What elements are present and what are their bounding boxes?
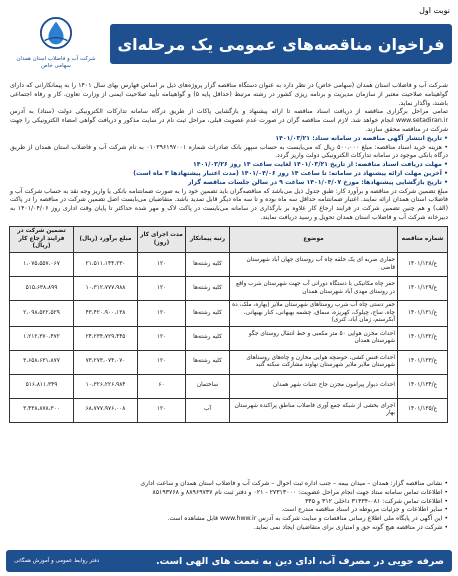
table-cell: ۱۲۰: [138, 350, 186, 374]
intro-bullet-submission-deadline: • آخرین مهلت ارائه پیشنهاد در سامانه: تا ساعت ۱۴ روز ۱۴۰۱/۰۴/۰۶ (مدت اعتبار پیشنهادها ۳ ماه است): [133, 169, 448, 177]
table-cell: احداث فنس کشی، حوضچه هوایی مخازن و چاه‌های روستاهای شهرستان ملایر ملایر شهرستان نهاوند مشارکت سکنه گنبد: [230, 350, 398, 374]
table-row: [10, 374, 448, 398]
table-cell: حفاری ضربه ای یک حلقه چاه آب روستای جهان آباد شهرستان قاضی: [230, 253, 398, 277]
logo-company-type: سهامی خاص: [41, 62, 71, 69]
table-cell: ۱۲۰: [138, 301, 186, 327]
company-logo-block: [6, 16, 106, 72]
table-header-cell: رتبه پیمانکار: [186, 227, 230, 253]
table-cell: ۶۰: [138, 374, 186, 398]
table-cell: ۱۲۰: [138, 253, 186, 277]
table-cell: ع/۱۴۰۱/۱۳۴: [398, 374, 448, 398]
intro-bullet-document-deadline: • مهلت دریافت اسناد مناقصه: از تاریخ ۱۴۰۱/۰۳/۲۱ لغایت ساعت ۱۴ روز ۱۴۰۱/۰۳/۲۶: [193, 161, 448, 169]
page-title: فراخوان مناقصه‌های عمومی یک مرحله‌ای: [117, 34, 445, 54]
footer-pr-office: دفتر روابط عمومی و آموزش همگانی: [14, 558, 100, 564]
table-cell: کلیه رشته‌ها: [186, 326, 230, 350]
table-cell: ۷۳،۲۷۳،۰۷۴،۰۷۰: [74, 350, 138, 374]
table-cell: ۲۴،۲۳۴،۷۲۹،۴۴۵: [74, 326, 138, 350]
table-cell: حفر چاه مکانیکی با دستگاه دورانی آب جهت شهرستان شرب واقع در روستای مهدی آباد شهرستان همدان: [230, 277, 398, 301]
intro-guarantee-text: مبلغ تضمین شرکت در مناقصه و برآورد کار: طبق جدول ذیل می‌باشد که مناقصه‌گران باید تضمین خود را به صورت ضمانتنامه بانکی یا واریز وجه نقد به حساب شرکت آب و فاضلاب استان همدان ارائه نمایند. اعتبار ضمانتنامه حداقل سه ماه بوده و تا سه ماه دیگر قابل تمدید باشد. متقاضیان می‌بایست اصل تضمین شرکت در مناقصه را در پاکت (الف) و هم چنین تضمین شرکت در فرایند ارجاع کار علاوه بر بارگذاری در سامانه می‌بایست در پاکت لاک و مهر شده حداکثر تا پایان وقت اداری روز ۱۴۰۱/۰۴/۰۶ به دبیرخانه شرکت آب و فاضلاب استان همدان تحویل و رسید دریافت نمایند.: [10, 187, 449, 221]
footer-slogan: صرفه جویی در مصرف آب، ادای دین به نعمت های الهی است.: [156, 555, 444, 567]
table-cell: ۳،۴۳۸،۸۷۸،۳۰۰: [10, 398, 74, 422]
logo-text: [6, 56, 106, 69]
table-cell: ع/۱۴۰۱/۱۳۲: [398, 326, 448, 350]
table-cell: ۳،۶۵۸،۶۳۱،۸۷۷: [10, 350, 74, 374]
table-cell: احداث مخزن هوایی ۵۰ متر مکعبی و خط انتقال روستای جگو شهرستان همدان: [230, 326, 398, 350]
intro-bullet-document-fee: • هزینه خرید اسناد مناقصه: مبلغ ۵۰۰،۰۰۰ ریال که می‌بایست به حساب سپهر بانک صادرات شماره ۰۱۰۳۹۶۱۹۷۰۰۱ به نام شرکت آب و فاضلاب استان همدان از طریق درگاه بانکی موجود در سامانه تدارکات الکترونیکی دولت واریز گردد.: [10, 143, 448, 160]
footer-setad-contact: • اطلاعات تماس سامانه ستاد جهت انجام مراحل عضویت: ۲۷۳۱۳۰۰۰ - ۰۲۱ و دفتر ثبت نام ۸۸۹۶۹۷۳۷ و ۸۵۱۹۳۷۶۸: [152, 488, 448, 496]
footer-address: • نشانی مناقصه گزار: همدان – میدان بیمه – جنب اداره ثبت احوال – شرکت آب و فاضلاب استان همدان و ساعت اداری: [140, 480, 448, 487]
table-cell: کلیه رشته‌ها: [186, 277, 230, 301]
table-cell: ۱،۲۱۲،۳۷۰،۴۷۲: [10, 326, 74, 350]
table-cell: ۲،۰۹۸،۵۲۲،۵۲۹: [10, 301, 74, 327]
table-row: [10, 398, 448, 422]
table-cell: ع/۱۴۰۱/۱۳۵: [398, 398, 448, 422]
table-cell: آب: [186, 398, 230, 422]
table-cell: ۵۱۶،۸۱۱،۳۴۹: [10, 374, 74, 398]
table-header-cell: موضوع: [230, 227, 398, 253]
footer-disclaimer: • شرکت در مناقصه هیچ گونه حق و امتیازی برای متقاضیان ایجاد نمی نماید.: [253, 523, 448, 531]
table-header-cell: شماره مناقصه: [398, 227, 448, 253]
table-cell: ۱۲۰: [138, 326, 186, 350]
table-cell: ع/۱۴۰۱/۱۲۹: [398, 277, 448, 301]
table-cell: کلیه رشته‌ها: [186, 301, 230, 327]
table-cell: کلیه رشته‌ها: [186, 253, 230, 277]
notice-label: نوبت اول: [419, 6, 450, 15]
intro-paragraph-2: تمامی مراحل برگزاری مناقصه از دریافت اسناد مناقصه تا ارائه پیشنهاد و بازگشایی پاکات از طریق درگاه سامانه تدارکات الکترونیکی دولت (ستاد) به آدرس www.setadiran.ir انجام خواهد شد. لازم است مناقصه گران در صورت عدم عضویت قبلی، مراحل ثبت نام در سایت مذکور و دریافت گواهی امضاء الکترونیکی را جهت شرکت در مناقصه محقق سازند.: [10, 108, 448, 133]
table-cell: ۱۰،۳۲۶،۲۲۶،۹۸۴: [74, 374, 138, 398]
table-cell: حفر دستی چاه آب شرب روستاهای شهرستان ملایر (بهاره، ملک، ده چاه، ساج، چیلوک، کهریزه، سماق، چشمه بهبهانی، کنار بهبهانی، آبکرستم، زمان آباد، کنری): [230, 301, 398, 327]
table-header-row: [10, 227, 448, 253]
table-cell: ع/۱۴۰۱/۱۳۱: [398, 301, 448, 327]
logo-company-name: شرکت آب و فاضلاب استان همدان: [16, 56, 96, 62]
intro-bullet-opening-date: • تاریخ بازگشایی پیشنهادها: مورخ ۱۴۰۱/۰۴/۰۷ ساعت ۹ در سالن جلسات مناقصه گزار: [187, 178, 448, 186]
table-cell: ۱،۰۷۵،۵۵۷،۰۶۷: [10, 253, 74, 277]
table-header-cell: مبلغ برآورد (ریال): [74, 227, 138, 253]
table-row: [10, 326, 448, 350]
footer-banner: [6, 550, 452, 572]
table-cell: ۴۳،۴۲۰،۹۰۰،۱۳۸: [74, 301, 138, 327]
intro-paragraph-1: شـرکت آب و فاضلاب استان همدان (سهامی خاص) در نظر دارد به عنوان دستگاه مناقصه گزار پروژه‌های ذیل بر اساس فهارس بهای سال ۱۴۰۱ را به پیمانکارانی که دارای گواهینامه صلاحیت معتبر از سازمان مدیریت و برنامه ریزی کشور در رشته مرتبط (حداقل پایه ۵) و گواهینامه تأیید صلاحیت ایمنی از وزارت تعاون، کار و رفاه اجتماعی باشند، واگذار نماید.: [10, 82, 448, 107]
footer-info: [10, 480, 448, 533]
table-cell: احداث دیوار پیرامون مخزن جاح عتبات شهر همدان: [230, 374, 398, 398]
table-cell: ع/۱۴۰۱/۱۲۸: [398, 253, 448, 277]
header: [6, 16, 452, 72]
table-cell: اجرای بخشی از شبکه جمع آوری فاضلاب مناطق پراکنده شهرستان بهار: [230, 398, 398, 422]
tender-table: [9, 226, 448, 423]
table-row: [10, 277, 448, 301]
table-cell: ۶۸،۷۷۷،۹۷۶،۰۰۸: [74, 398, 138, 422]
table-cell: ۵۱۵،۶۳۸،۸۹۹: [10, 277, 74, 301]
water-drop-logo-icon: [37, 16, 75, 50]
table-cell: ۱۲۰: [138, 277, 186, 301]
table-row: [10, 301, 448, 327]
tender-table-wrapper: [10, 226, 448, 423]
table-cell: کلیه رشته‌ها: [186, 350, 230, 374]
table-cell: ۱۰،۳۱۲،۷۷۷،۹۸۸: [74, 277, 138, 301]
footer-company-contact: • اطلاعات تماس شرکت: ۰۸۱-۳۱۴۳۴ داخلی ۳۱۲ و ۳۴۵: [305, 497, 448, 505]
intro-bullet-publish-date: • تاریخ انتشار آگهی مناقصه در سامانه ستاد: ۱۴۰۱/۰۳/۲۱: [275, 134, 448, 142]
table-cell: ۲۱،۵۱۱،۱۴۴،۲۳۰: [74, 253, 138, 277]
footer-other-info: • سایر اطلاعات و جزئیات مربوطه در اسناد مناقصه مندرج است.: [281, 506, 448, 514]
intro-text: [10, 82, 448, 223]
table-cell: ۱۲۰: [138, 398, 186, 422]
title-banner: [110, 24, 452, 64]
table-header-cell: تضمین شرکت در فرایند ارجاع کار (ریال): [10, 227, 74, 253]
table-header-cell: مدت اجرای کار (روز): [138, 227, 186, 253]
table-row: [10, 253, 448, 277]
table-cell: ع/۱۴۰۱/۱۳۳: [398, 350, 448, 374]
footer-website-note: • این آگهی در پایگاه ملی اطلاع رسانی مناقصات و سایت شرکت به آدرس www.hww.ir قابل مشاهده است.: [167, 515, 448, 523]
table-cell: ساختمان: [186, 374, 230, 398]
table-row: [10, 350, 448, 374]
